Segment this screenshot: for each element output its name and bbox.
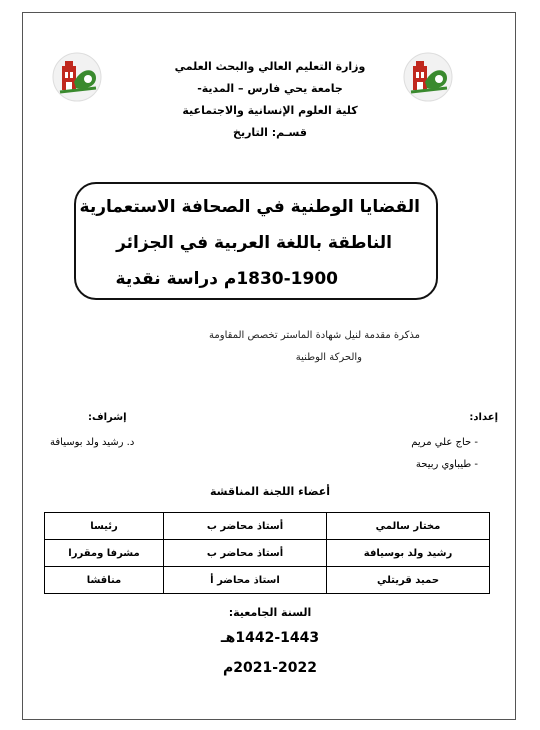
thesis-subtitle <box>100 325 420 369</box>
subtitle-line-2: والحركة الوطنية <box>295 352 362 363</box>
academic-year-gregorian: 2021-2022م <box>222 660 317 676</box>
student-name: - حاج علي مريم <box>411 437 478 448</box>
committee-title: أعضاء اللجنة المناقشة <box>210 485 330 498</box>
department-name: قسـم: التاريخ <box>233 126 307 139</box>
member-name: مختار سالمي <box>327 513 490 540</box>
supervisor-block <box>50 432 134 454</box>
student-name: - طيباوي ربيحة <box>415 459 478 470</box>
member-rank: استاذ محاضر أ <box>164 567 327 594</box>
supervisor-name: د. رشيد ولد بوسيافة <box>50 437 135 448</box>
member-name: رشيد ولد بوسيافة <box>327 540 490 567</box>
university-name: جامعة يحي فارس – المدية- <box>197 82 343 95</box>
institution-header <box>130 56 410 144</box>
university-logo-left <box>52 52 102 102</box>
subtitle-line-1: مذكرة مقدمة لنيل شهادة الماستر تخصص المقاومة <box>209 330 420 341</box>
prepared-by-label: إعداد: <box>469 412 498 423</box>
university-logo-right <box>403 52 453 102</box>
student-list <box>411 432 478 476</box>
supervision-label: إشراف: <box>88 412 127 423</box>
member-role: مشرفا ومقررا <box>45 540 164 567</box>
member-name: حميد قريتلي <box>327 567 490 594</box>
table-row <box>45 540 490 567</box>
table-row <box>45 513 490 540</box>
member-role: مناقشا <box>45 567 164 594</box>
faculty-name: كلية العلوم الإنسانية والاجتماعية <box>182 104 358 117</box>
thesis-title-box <box>74 182 438 300</box>
academic-year-hijri: 1442-1443هـ <box>220 630 320 646</box>
committee-table <box>44 512 490 594</box>
title-line-3: 1830-1900م دراسة نقدية <box>115 269 338 289</box>
member-rank: أستاذ محاضر ب <box>164 540 327 567</box>
ministry-name: وزارة التعليم العالي والبحث العلمي <box>174 60 366 73</box>
title-line-2: الناطقة باللغة العربية في الجزائر <box>116 233 392 253</box>
member-role: رئيسا <box>45 513 164 540</box>
academic-year-label: السنة الجامعية: <box>228 606 312 619</box>
title-line-1: القضايا الوطنية في الصحافة الاستعمارية <box>79 197 420 217</box>
member-rank: أستاذ محاضر ب <box>164 513 327 540</box>
table-row <box>45 567 490 594</box>
